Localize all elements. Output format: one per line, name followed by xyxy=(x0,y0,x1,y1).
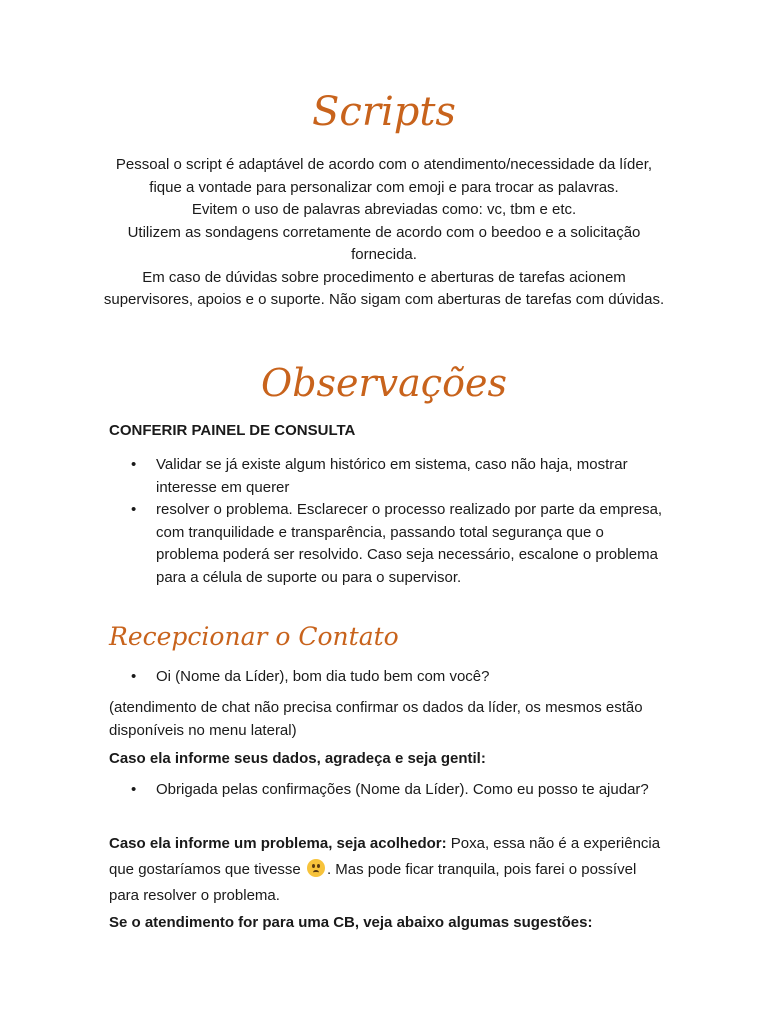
painel-heading: CONFERIR PAINEL DE CONSULTA xyxy=(109,422,356,439)
intro-paragraph: Em caso de dúvidas sobre procedimento e aberturas de tarefas acionem supervisores, apoios e o suporte. Não sigam com aberturas de tarefas com dúvidas. xyxy=(103,268,665,308)
observacoes-list xyxy=(109,454,669,589)
chat-note: (atendimento de chat não precisa confirmar os dados da líder, os mesmos estão disponíveis no menu lateral) xyxy=(109,699,643,739)
recepcionar-title: Recepcionar o Contato xyxy=(109,622,399,651)
intro-paragraph: Pessoal o script é adaptável de acordo com o atendimento/necessidade da líder, fique a vontade para personalizar com emoji e para trocar as palavras. xyxy=(115,156,653,196)
list-item: • Validar se já existe algum histórico em sistema, caso não haja, mostrar interesse em querer xyxy=(109,454,669,499)
problema-text: . Mas pode ficar tranquila, pois farei o possível para resolver o problema. xyxy=(109,861,637,904)
observacoes-title: Observações xyxy=(261,361,507,405)
dados-list xyxy=(109,779,669,802)
intro-paragraph: Evitem o uso de palavras abreviadas como: vc, tbm e etc. xyxy=(191,201,577,218)
intro-paragraph: Utilizem as sondagens corretamente de acordo com o beedoo e a solicitação fornecida. xyxy=(127,223,641,263)
problema-paragraph xyxy=(109,831,669,909)
page-title: Scripts xyxy=(312,89,456,135)
dados-heading: Caso ela informe seus dados, agradeça e seja gentil: xyxy=(109,750,486,767)
list-item: • Oi (Nome da Líder), bom dia tudo bem com você? xyxy=(109,666,669,689)
list-item: • resolver o problema. Esclarecer o processo realizado por parte da empresa, com tranquilidade e transparência, passando total segurança que o problema poderá ser resolvido. Caso seja necessário, escalone o problema para a célula de suporte ou para o supervisor. xyxy=(109,499,669,589)
problema-heading: Caso ela informe um problema, seja acolhedor: xyxy=(109,835,447,852)
recepcionar-list xyxy=(109,666,669,689)
list-item: • Obrigada pelas confirmações (Nome da Líder). Como eu posso te ajudar? xyxy=(109,779,669,802)
worried-face-icon xyxy=(307,859,325,877)
cb-heading: Se o atendimento for para uma CB, veja abaixo algumas sugestões: xyxy=(109,914,593,931)
intro-text xyxy=(100,154,668,312)
problema-text: Poxa, essa não é a experiência que gostaríamos que tivesse xyxy=(109,835,661,878)
